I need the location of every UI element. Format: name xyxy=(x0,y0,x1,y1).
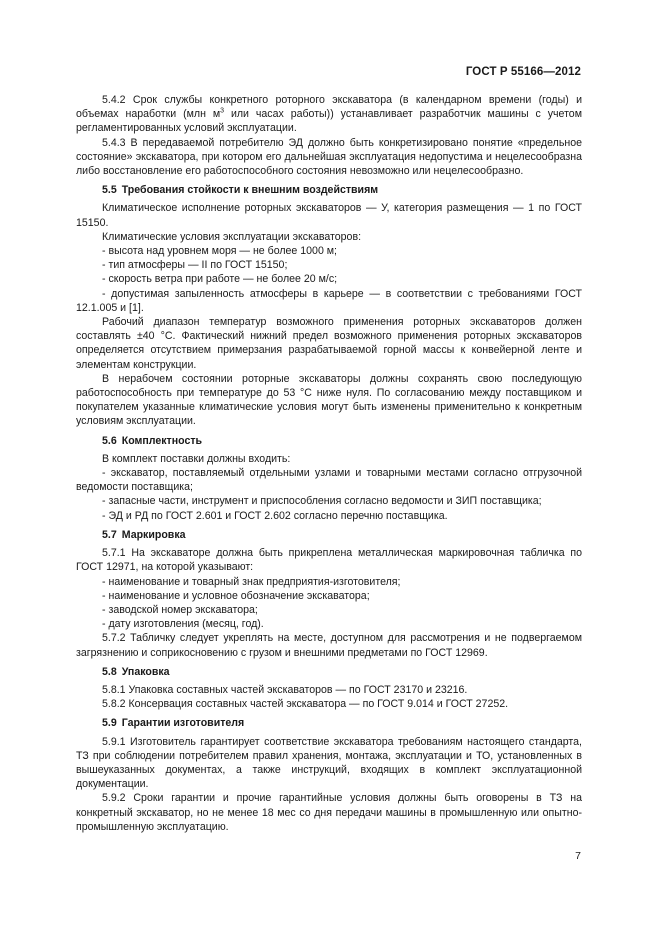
list-item: - ЭД и РД по ГОСТ 2.601 и ГОСТ 2.602 согласно перечню поставщика. xyxy=(102,509,448,522)
list-item: - допустимая запыленность атмосферы в карьере — в соответствии с требованиями ГОСТ 12.1.005 и [1]. xyxy=(76,287,582,314)
list-item: - запасные части, инструмент и приспособления согласно ведомости и ЗИП поставщика; xyxy=(102,495,542,508)
paragraph-5-9-1: 5.9.1 Изготовитель гарантирует соответствие экскаватора требованиям настоящего стандарта, ТЗ при соблюдении потребителем правил хранения, монтажа, эксплуатации и ТО, установленных в вышеуказанных документах, а также инструкций, входящих в комплект эксплуатационной документации. xyxy=(76,735,582,791)
list-item: - дату изготовления (месяц, год). xyxy=(102,618,264,631)
section-number: 5.7 xyxy=(102,528,117,541)
paragraph: Климатические условия эксплуатации экскаваторов: xyxy=(102,230,362,243)
list-item: - наименование и товарный знак предприятия-изготовителя; xyxy=(102,575,401,588)
paragraph-5-9-2: 5.9.2 Сроки гарантии и прочие гарантийные условия должны быть оговорены в ТЗ на конкретный экскаватор, но не менее 18 мес со дня передачи машины в промышленную или опытно-промышленную эксплуатацию. xyxy=(76,792,582,833)
list-item: - наименование и условное обозначение экскаватора; xyxy=(102,589,370,602)
list-item: - скорость ветра при работе — не более 20 м/с; xyxy=(102,273,338,286)
list-item: - тип атмосферы — II по ГОСТ 15150; xyxy=(102,259,288,272)
section-heading-5-6 xyxy=(76,434,582,448)
section-title: Комплектность xyxy=(121,434,203,447)
paragraph: Климатическое исполнение роторных экскаваторов — У, категория размещения — 1 по ГОСТ 15150. xyxy=(76,202,582,229)
section-number: 5.8 xyxy=(102,665,117,678)
section-number: 5.9 xyxy=(102,717,117,730)
paragraph-5-7-1: 5.7.1 На экскаваторе должна быть прикреплена металлическая маркировочная табличка по ГОСТ 12971, на которой указывают: xyxy=(76,547,582,574)
paragraph-5-8-1: 5.8.1 Упаковка составных частей экскаваторов — по ГОСТ 23170 и 23216. xyxy=(102,683,468,696)
section-title: Гарантии изготовителя xyxy=(121,717,245,730)
section-heading-5-8 xyxy=(76,665,582,679)
paragraph-5-4-3: 5.4.3 В передаваемой потребителю ЭД должно быть конкретизировано понятие «предельное состояние» экскаватора, при котором его дальнейшая эксплуатация недопустима и нецелесообразна либо восстановление его работоспособного состояния невозможно или нецелесообразно. xyxy=(76,136,582,178)
document-code: ГОСТ Р 55166—2012 xyxy=(465,66,581,78)
list-item: - высота над уровнем моря — не более 1000 м; xyxy=(102,245,338,258)
section-number: 5.6 xyxy=(102,434,117,447)
page-number: 7 xyxy=(575,850,581,862)
document-body xyxy=(76,93,582,834)
paragraph: Рабочий диапазон температур возможного применения роторных экскаваторов должен составлять ±40 °С. Фактический нижний предел возможного применения роторных экскаваторов определяется отсутствием примерзания разрабатываемой горной массы к конвейерной ленте и элементам конструкции. xyxy=(76,316,582,371)
paragraph-5-4-2 xyxy=(76,93,582,136)
list-item: - экскаватор, поставляемый отдельными узлами и товарными местами согласно отгрузочной ведомости поставщика; xyxy=(76,467,582,494)
paragraph-5-8-2: 5.8.2 Консервация составных частей экскаватора — по ГОСТ 9.014 и ГОСТ 27252. xyxy=(102,698,509,711)
section-heading-5-7 xyxy=(76,528,582,542)
section-title: Маркировка xyxy=(121,528,186,541)
section-number: 5.5 xyxy=(102,184,117,197)
paragraph: В комплект поставки должны входить: xyxy=(102,452,291,465)
paragraph-text: или часах работы)) устанавливает разработчик машины с учетом регламентированных условий эксплуатации. xyxy=(76,108,582,135)
paragraph-text: 5.4.2 Срок службы конкретного роторного экскаватора (в календарном времени (годы) и объемах наработки (млн м xyxy=(76,94,582,121)
list-item: - заводской номер экскаватора; xyxy=(102,603,258,616)
section-title: Упаковка xyxy=(121,665,170,678)
superscript: 3 xyxy=(220,107,225,115)
section-heading-5-9 xyxy=(76,716,582,730)
paragraph: В нерабочем состоянии роторные экскаваторы должны сохранять свою последующую работоспособность при температуре до 53 °С ниже нуля. По согласованию между поставщиком и покупателем указанные климатические условия могут быть изменены применительно к конкретным условиям эксплуатации. xyxy=(76,372,582,428)
section-title: Требования стойкости к внешним воздействиям xyxy=(121,184,379,197)
paragraph-5-7-2: 5.7.2 Табличку следует укреплять на месте, доступном для рассмотрения и не подвергаемом загрязнению и соприкосновению с грузом и внешними предметами по ГОСТ 12969. xyxy=(76,632,582,659)
section-heading-5-5 xyxy=(76,183,582,197)
